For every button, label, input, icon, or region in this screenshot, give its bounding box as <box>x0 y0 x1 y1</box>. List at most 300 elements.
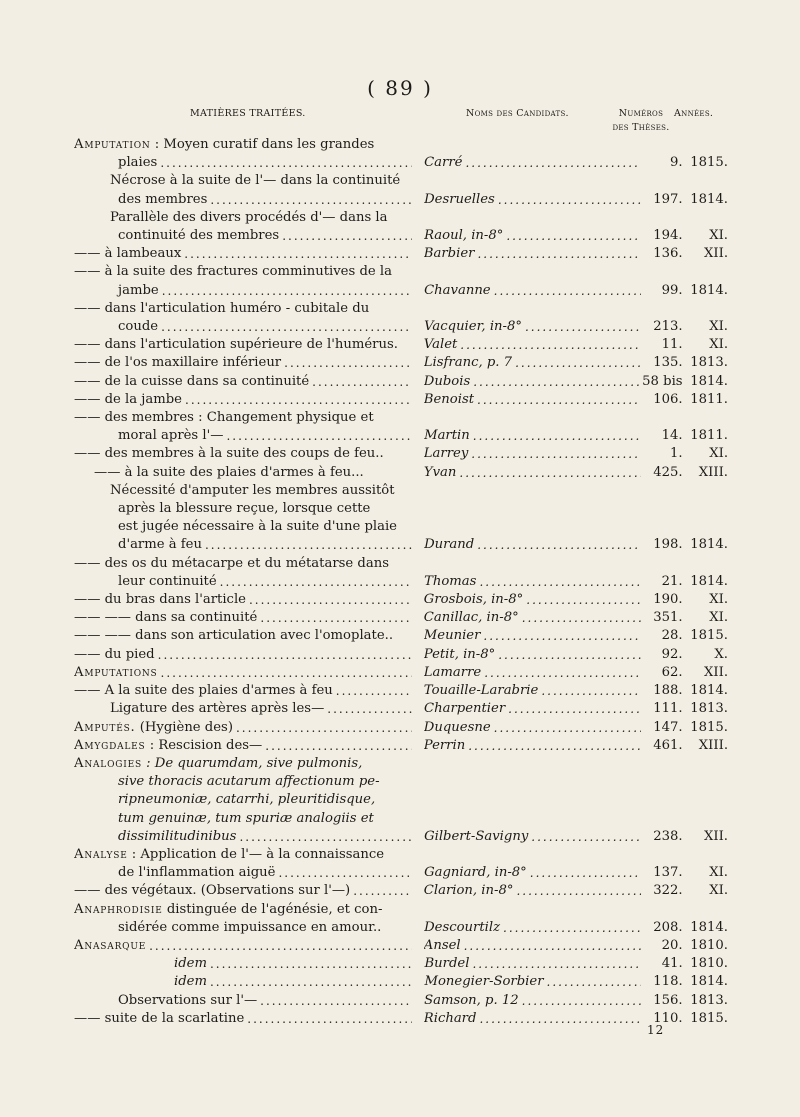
candidate-cell <box>424 992 641 1010</box>
subject-cell <box>74 737 412 755</box>
table-row <box>74 828 728 846</box>
table-row <box>74 427 728 445</box>
table-row <box>74 755 728 773</box>
candidate-name: Yvan <box>423 464 457 480</box>
leader-dots <box>146 937 412 955</box>
subject-text: à la suite des plaies d'armes à feu... <box>124 464 364 480</box>
leader-dots <box>544 973 642 991</box>
leader-dots <box>491 282 642 300</box>
repeat-dash: —— <box>74 300 105 316</box>
subject-cell <box>74 719 412 737</box>
leader-dots <box>333 682 412 700</box>
subject-text: continuité des membres <box>118 228 280 244</box>
subject-cell <box>74 609 412 627</box>
leader-dots <box>246 591 412 609</box>
repeat-dash: —— <box>74 264 105 280</box>
subject-text: : Application de l'— à la connaissance <box>127 846 385 862</box>
thesis-number: 194. <box>653 228 683 244</box>
candidate-cell <box>424 154 641 172</box>
leader-dots <box>469 955 641 973</box>
repeat-dash: —— <box>94 464 125 480</box>
candidate-cell <box>424 191 641 209</box>
subject-text: des membres : Changement physique et <box>104 410 374 426</box>
candidate-name: Petit, in-8° <box>423 646 496 662</box>
candidate-cell <box>424 937 641 955</box>
table-row <box>74 482 728 500</box>
candidate-name: Touaille-Larabrie <box>423 683 539 699</box>
subject-cell <box>74 846 412 864</box>
thesis-year: 1814. <box>690 282 728 298</box>
repeat-dash: —— <box>74 355 105 371</box>
leader-dots <box>456 464 641 482</box>
candidate-cell <box>424 646 641 664</box>
candidate-name: Samson, p. 12 <box>424 992 519 1008</box>
thesis-year: 1813. <box>690 355 729 371</box>
candidate-name: Carré <box>424 155 463 171</box>
subject-text: moral après l'— <box>118 428 224 444</box>
candidate-cell <box>424 737 641 755</box>
subject-text: est jugée nécessaire à la suite d'une plaie <box>118 519 397 535</box>
subject-text: jambe <box>118 282 159 298</box>
subject-cell <box>74 937 412 955</box>
leader-dots <box>275 864 412 882</box>
subject-cell <box>74 427 412 445</box>
leader-dots <box>223 427 412 445</box>
thesis-number: 135. <box>653 355 683 371</box>
leader-dots <box>474 245 641 263</box>
subject-cell <box>74 391 412 409</box>
table-row <box>74 864 728 882</box>
thesis-number: 58 bis <box>642 373 683 389</box>
table-row <box>74 318 728 336</box>
subject-cell <box>74 555 412 573</box>
candidate-name: Meunier <box>423 628 481 644</box>
subject-text: : De quarumdam, sive pulmonis, <box>141 755 363 771</box>
subject-cell <box>74 992 412 1010</box>
thesis-year: 1814. <box>690 373 729 389</box>
table-row <box>74 664 728 682</box>
thesis-year: 1813. <box>690 701 729 717</box>
table-row <box>74 791 728 809</box>
thesis-year: 1815. <box>690 1010 729 1026</box>
candidate-name: Lisfranc, p. 7 <box>423 355 513 371</box>
candidate-cell <box>424 591 641 609</box>
candidate-name: Ansel <box>423 937 461 953</box>
thesis-year: 1811. <box>690 428 728 444</box>
leader-dots <box>528 828 641 846</box>
candidate-name: Burdel <box>424 956 470 972</box>
candidate-name: Grosbois, in-8° <box>423 592 524 608</box>
leader-dots <box>207 973 413 991</box>
table-row <box>74 591 728 609</box>
table-row <box>74 737 728 755</box>
candidate-cell <box>424 464 641 482</box>
candidate-name: Vacquier, in-8° <box>424 319 522 335</box>
candidate-name: Barbier <box>423 246 475 262</box>
subject-heading: Anasarque <box>74 937 147 953</box>
subject-text: d'arme à feu <box>118 537 202 553</box>
leader-dots <box>495 191 641 209</box>
table-row <box>74 518 728 536</box>
thesis-number: 197. <box>653 191 683 207</box>
candidate-name: Richard <box>423 1010 477 1026</box>
thesis-year: XII. <box>704 664 729 680</box>
subject-text: : Moyen curatif dans les grandes <box>150 137 375 152</box>
leader-dots <box>244 1010 412 1028</box>
subject-text: distinguée de l'agénésie, et con- <box>162 901 383 917</box>
signature-mark: 12 <box>647 1023 665 1037</box>
repeat-dash: —— <box>74 446 105 462</box>
thesis-number: 351. <box>653 610 683 626</box>
candidate-cell <box>424 245 641 263</box>
candidate-cell <box>424 719 641 737</box>
thesis-number: 118. <box>653 974 683 990</box>
thesis-number: 322. <box>653 883 683 899</box>
candidate-name: Valet <box>423 337 458 353</box>
thesis-year: XII. <box>704 828 728 844</box>
repeat-dash: —— <box>74 373 105 389</box>
subject-cell <box>74 282 412 300</box>
leader-dots <box>491 719 641 737</box>
subject-text: Ligature des artères après les— <box>110 701 325 717</box>
thesis-number: 9. <box>670 155 683 171</box>
leader-dots <box>503 227 641 245</box>
thesis-number: 14. <box>661 428 683 444</box>
table-row <box>74 682 728 700</box>
thesis-number: 28. <box>661 628 683 644</box>
subject-text: du pied <box>104 646 155 662</box>
candidate-cell <box>424 282 641 300</box>
candidate-name: Gagniard, in-8° <box>424 865 527 881</box>
leader-dots <box>281 354 412 372</box>
repeat-dash: —— <box>74 337 105 353</box>
thesis-number: 21. <box>661 573 683 589</box>
leader-dots <box>350 882 412 900</box>
table-row <box>74 627 728 645</box>
thesis-year: XIII. <box>698 737 729 753</box>
thesis-number: 20. <box>661 937 683 953</box>
leader-dots <box>519 609 641 627</box>
repeat-dash: —— —— <box>74 628 136 644</box>
subject-text: Nécessité d'amputer les membres aussitôt <box>110 482 395 498</box>
leader-dots <box>457 336 641 354</box>
thesis-year: 1815. <box>690 628 729 644</box>
thesis-year: 1811. <box>690 391 729 407</box>
candidate-cell <box>424 391 641 409</box>
subject-heading: Analogies <box>74 755 142 771</box>
subject-text: plaies <box>118 155 158 171</box>
subject-text: (Hygiène des) <box>135 719 233 735</box>
candidate-cell <box>424 1010 641 1028</box>
repeat-dash: —— <box>74 592 105 608</box>
table-row <box>74 973 728 991</box>
subject-cell <box>74 664 412 682</box>
subject-cell <box>74 191 412 209</box>
thesis-year: XIII. <box>698 464 728 480</box>
table-row <box>74 609 728 627</box>
subject-heading: Amygdales <box>74 737 146 753</box>
subject-cell <box>74 263 412 281</box>
candidate-cell <box>424 973 641 991</box>
thesis-year: 1814. <box>690 573 728 589</box>
thesis-number: 213. <box>653 319 683 335</box>
subject-heading: Amputations <box>74 664 158 680</box>
subject-text: Observations sur l'— <box>118 992 258 1008</box>
table-row <box>74 245 728 263</box>
thesis-number: 208. <box>653 919 683 935</box>
thesis-year: XI. <box>709 883 729 899</box>
table-row <box>74 172 728 190</box>
thesis-year: XI. <box>709 337 729 353</box>
candidate-name: Clarion, in-8° <box>423 883 514 899</box>
thesis-number: 156. <box>653 992 683 1008</box>
thesis-number: 62. <box>661 664 683 680</box>
thesis-year: 1814. <box>690 683 729 699</box>
thesis-year: XI. <box>709 446 729 462</box>
candidate-name: Desruelles <box>424 191 495 207</box>
thesis-year: 1815. <box>690 719 729 735</box>
thesis-number: 137. <box>653 865 683 881</box>
table-row <box>74 500 728 518</box>
thesis-number: 461. <box>653 737 683 753</box>
thesis-number: 110. <box>653 1010 683 1026</box>
candidate-cell <box>424 882 641 900</box>
subject-heading: Anaphrodisie <box>74 901 163 917</box>
subject-text: à la suite des fractures comminutives de la <box>104 264 392 280</box>
leader-dots <box>279 227 412 245</box>
leader-dots <box>461 937 641 955</box>
subject-cell <box>74 791 412 809</box>
candidate-name: Larrey <box>423 446 469 462</box>
thesis-number: 99. <box>661 282 683 298</box>
repeat-dash: —— <box>74 555 105 571</box>
candidate-name: Charpentier <box>424 701 506 717</box>
thesis-number: 41. <box>661 956 683 972</box>
leader-dots <box>470 373 641 391</box>
candidate-cell <box>424 354 641 372</box>
thesis-number: 147. <box>653 719 683 735</box>
table-row <box>74 573 728 591</box>
candidate-cell <box>424 955 641 973</box>
subject-cell <box>74 464 412 482</box>
leader-dots <box>476 1010 641 1028</box>
leader-dots <box>207 191 412 209</box>
subject-cell <box>74 1010 412 1028</box>
subject-text: idem <box>174 974 207 990</box>
thesis-year: 1814. <box>690 537 728 553</box>
subject-cell <box>74 591 412 609</box>
candidate-name: Descourtilz <box>424 919 501 935</box>
subject-text: Nécrose à la suite de l'— dans la continuité <box>110 173 401 189</box>
table-row <box>74 464 728 482</box>
subject-cell <box>74 445 412 463</box>
table-row <box>74 646 728 664</box>
thesis-number: 188. <box>653 683 683 699</box>
candidate-cell <box>424 864 641 882</box>
thesis-number: 92. <box>661 646 683 662</box>
table-row <box>74 937 728 955</box>
candidate-cell <box>424 318 641 336</box>
leader-dots <box>523 591 641 609</box>
subject-cell <box>74 409 412 427</box>
candidate-cell <box>424 919 641 937</box>
thesis-number: 190. <box>653 592 683 608</box>
subject-cell <box>74 627 412 645</box>
subject-text: sive thoracis acutarum affectionum pe- <box>118 774 380 790</box>
subject-cell <box>74 773 412 791</box>
thesis-year: XI. <box>709 228 728 244</box>
candidate-name: Chavanne <box>424 282 491 298</box>
subject-text: sidérée comme impuissance en amour.. <box>118 919 382 935</box>
table-row <box>74 719 728 737</box>
thesis-year: XI. <box>709 865 728 881</box>
candidate-cell <box>424 227 641 245</box>
subject-heading: Analyse <box>74 846 128 862</box>
thesis-number: 1. <box>669 446 683 462</box>
table-row <box>74 209 728 227</box>
table-row <box>74 1010 728 1028</box>
subject-text: de l'inflammation aiguë <box>118 865 276 881</box>
candidate-cell <box>424 828 641 846</box>
table-row <box>74 555 728 573</box>
subject-text: des os du métacarpe et du métatarse dans <box>104 555 389 571</box>
leader-dots <box>522 318 641 336</box>
candidate-cell <box>424 373 641 391</box>
subject-text: à lambeaux <box>104 246 182 262</box>
candidate-cell <box>424 536 641 554</box>
subject-cell <box>74 373 412 391</box>
candidate-cell <box>424 427 641 445</box>
subject-text: coude <box>118 319 159 335</box>
subject-text: suite de la scarlatine <box>104 1010 245 1026</box>
subject-cell <box>74 354 412 372</box>
subject-cell <box>74 300 412 318</box>
candidate-name: Duquesne <box>423 719 491 735</box>
table-row <box>74 391 728 409</box>
subject-cell <box>74 646 412 664</box>
thesis-year: 1810. <box>690 956 728 972</box>
table-row <box>74 901 728 919</box>
table-row <box>74 373 728 391</box>
candidate-name: Thomas <box>424 573 477 589</box>
subject-cell <box>74 154 412 172</box>
leader-dots <box>512 354 641 372</box>
table-row <box>74 536 728 554</box>
subject-text: des végétaux. (Observations sur l'—) <box>104 883 351 899</box>
leader-dots <box>474 391 641 409</box>
leader-dots <box>470 427 641 445</box>
leader-dots <box>468 445 641 463</box>
table-row <box>74 846 728 864</box>
header-noms: Noms des Candidats. <box>466 108 569 119</box>
thesis-number: 106. <box>653 391 683 407</box>
thesis-year: 1814. <box>690 919 728 935</box>
thesis-year: 1814. <box>690 974 728 990</box>
subject-cell <box>74 518 412 536</box>
leader-dots <box>481 664 641 682</box>
leader-dots <box>309 373 412 391</box>
thesis-year: XI. <box>709 319 728 335</box>
subject-cell <box>74 172 412 190</box>
leader-dots <box>158 664 412 682</box>
table-row <box>74 336 728 354</box>
thesis-number: 425. <box>653 464 683 480</box>
leader-dots <box>500 919 641 937</box>
subject-text: de la cuisse dans sa continuité <box>104 373 310 389</box>
subject-text: des membres <box>118 191 208 207</box>
subject-cell <box>74 755 412 773</box>
subject-text: des membres à la suite des coups de feu.. <box>104 446 384 462</box>
subject-text: dans l'articulation huméro - cubitale du <box>104 300 370 316</box>
leader-dots <box>538 682 641 700</box>
candidate-cell <box>424 682 641 700</box>
subject-cell <box>74 864 412 882</box>
candidate-name: Perrin <box>423 737 466 753</box>
thesis-year: XII. <box>704 246 729 262</box>
leader-dots <box>480 627 641 645</box>
subject-text: dans son articulation avec l'omoplate.. <box>135 628 394 644</box>
candidate-cell <box>424 609 641 627</box>
subject-cell <box>74 209 412 227</box>
thesis-year: XI. <box>709 610 729 626</box>
subject-cell <box>74 955 412 973</box>
page-number: ( 89 ) <box>367 76 433 100</box>
subject-cell <box>74 682 412 700</box>
repeat-dash: —— <box>74 683 105 699</box>
leader-dots <box>217 573 412 591</box>
thesis-number: 11. <box>661 337 683 353</box>
thesis-year: XI. <box>709 592 729 608</box>
table-row <box>74 919 728 937</box>
subject-text: : Rescision des— <box>145 737 263 753</box>
thesis-number: 136. <box>653 246 683 262</box>
candidate-name: Dubois <box>423 373 471 389</box>
candidate-cell <box>424 664 641 682</box>
subject-text: dans l'articulation supérieure de l'humérus. <box>104 337 398 353</box>
subject-cell <box>74 919 412 937</box>
leader-dots <box>233 719 412 737</box>
leader-dots <box>159 282 412 300</box>
leader-dots <box>181 245 412 263</box>
leader-dots <box>157 154 412 172</box>
subject-cell <box>74 828 412 846</box>
candidate-name: Martin <box>424 428 470 444</box>
subject-text: après la blessure reçue, lorsque cette <box>118 501 371 517</box>
leader-dots <box>207 955 413 973</box>
thesis-number: 198. <box>653 537 683 553</box>
leader-dots <box>236 828 412 846</box>
leader-dots <box>158 318 412 336</box>
thesis-year: X. <box>714 646 729 662</box>
candidate-cell <box>424 627 641 645</box>
subject-cell <box>74 573 412 591</box>
table-row <box>74 810 728 828</box>
leader-dots <box>262 737 412 755</box>
repeat-dash: —— <box>74 1010 105 1026</box>
subject-text: A la suite des plaies d'armes à feu <box>104 683 333 699</box>
candidate-name: Benoist <box>423 391 475 407</box>
leader-dots <box>155 646 412 664</box>
table-row <box>74 409 728 427</box>
repeat-dash: —— <box>74 246 105 262</box>
subject-text: dans sa continuité <box>135 610 258 626</box>
candidate-name: Raoul, in-8° <box>424 228 504 244</box>
subject-text: ripneumoniæ, catarrhi, pleuritidisque, <box>118 792 376 808</box>
subject-cell <box>74 901 412 919</box>
subject-text: Parallèle des divers procédés d'— dans la <box>110 209 388 225</box>
table-row <box>74 263 728 281</box>
subject-text: leur continuité <box>118 573 217 589</box>
